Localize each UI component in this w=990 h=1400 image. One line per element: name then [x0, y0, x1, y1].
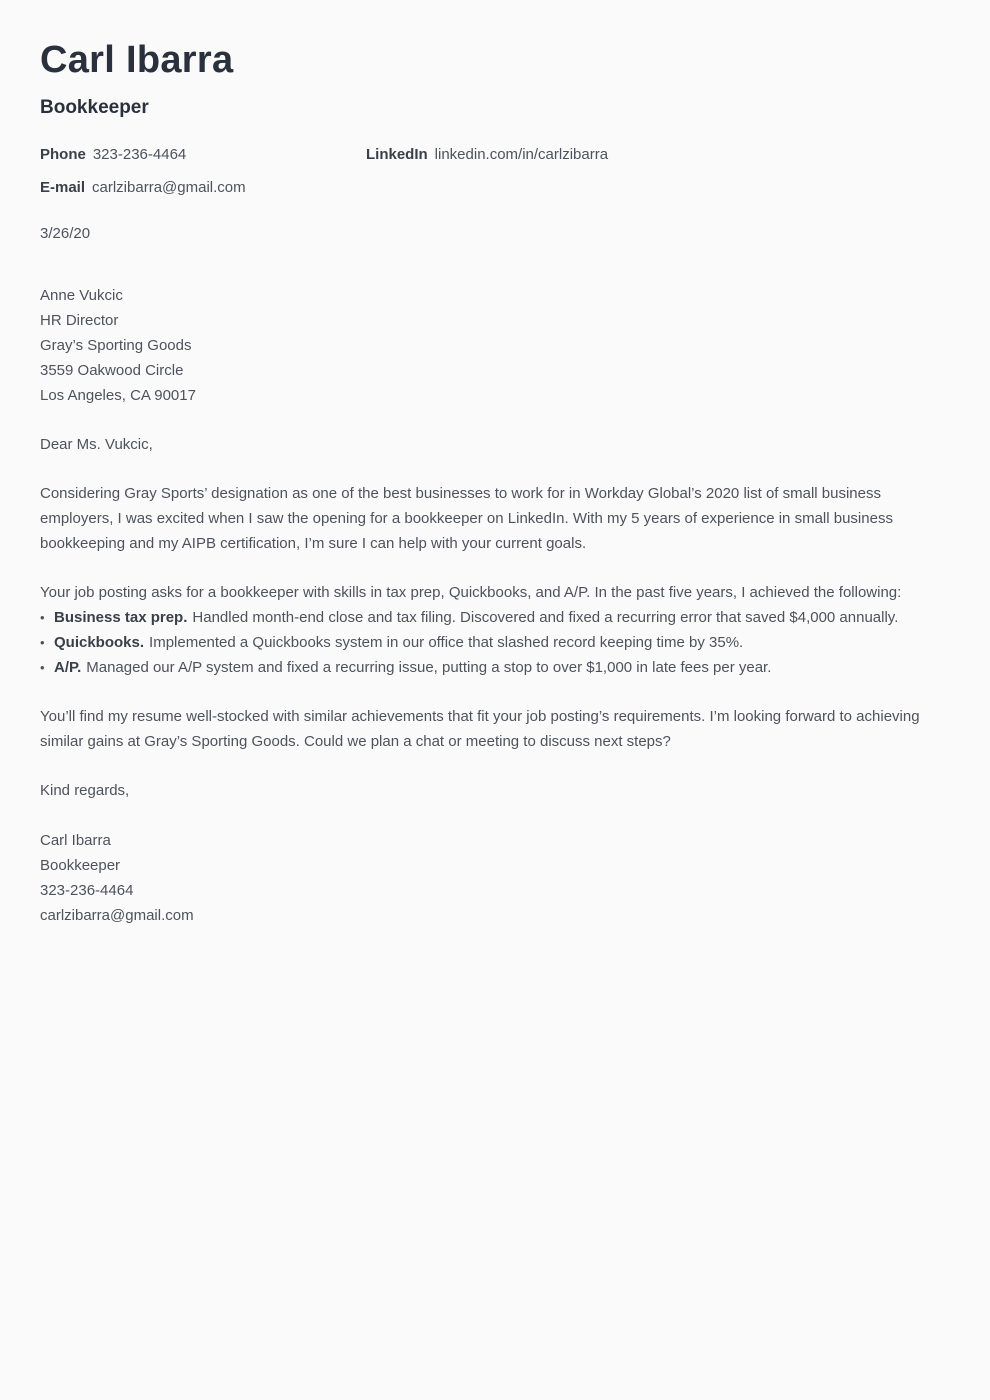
bullet-lead: Business tax prep. [54, 608, 188, 626]
paragraph-call-to-action: You’ll find my resume well-stocked with similar achievements that fit your job posting’s requirements. I’m looking forward to achieving similar gains at Gray’s Sporting Goods. Could we plan a chat or meeting to discuss next steps? [40, 707, 920, 750]
achievement-list [40, 605, 950, 680]
email-label: E-mail [40, 178, 86, 196]
letter-date: 3/26/20 [40, 224, 91, 242]
recipient-company: Gray’s Sporting Goods [40, 336, 192, 354]
recipient-name: Anne Vukcic [40, 286, 123, 304]
bullet-lead: A/P. [54, 658, 82, 676]
contact-info-section [40, 146, 950, 196]
recipient-address-block [40, 283, 950, 408]
bullet-text [54, 655, 771, 680]
contact-email [40, 179, 366, 196]
list-item [40, 630, 950, 655]
list-item [40, 655, 950, 680]
signature-title: Bookkeeper [40, 856, 121, 874]
signature-name: Carl Ibarra [40, 831, 111, 849]
recipient-city: Los Angeles, CA 90017 [40, 386, 196, 404]
salutation: Dear Ms. Vukcic, [40, 435, 153, 453]
recipient-street: 3559 Oakwood Circle [40, 361, 184, 379]
contact-linkedin [366, 146, 950, 163]
linkedin-value: linkedin.com/in/carlzibarra [434, 145, 609, 163]
bullet-icon: • [40, 659, 45, 675]
bullet-detail: Handled month-end close and tax filing. Discovered and fixed a recurring error that saved $4,000 annually. [192, 608, 899, 626]
letter-body [40, 432, 950, 803]
bullet-detail: Implemented a Quickbooks system in our office that slashed record keeping time by 35%. [149, 633, 744, 651]
phone-label: Phone [40, 145, 86, 163]
list-item [40, 605, 950, 630]
bullet-text [54, 605, 898, 630]
recipient-role: HR Director [40, 311, 119, 329]
signature-email: carlzibarra@gmail.com [40, 906, 194, 924]
contact-empty-cell [366, 179, 950, 196]
paragraph-intro: Considering Gray Sports’ designation as one of the best businesses to work for in Workday Global’s 2020 list of small business employers, I was excited when I saw the opening for a bookkeeper on LinkedIn. With my 5 years of experience in small business bookkeeping and my AIPB certification, I’m sure I can help with your current goals. [40, 484, 893, 552]
signature-phone: 323-236-4464 [40, 881, 134, 899]
bullet-detail: Managed our A/P system and fixed a recurring issue, putting a stop to over $1,000 in late fees per year. [86, 658, 772, 676]
linkedin-label: LinkedIn [366, 145, 428, 163]
bullet-icon: • [40, 609, 45, 625]
signature-block [40, 828, 950, 928]
phone-value: 323-236-4464 [92, 145, 187, 163]
applicant-job-title: Bookkeeper [40, 96, 149, 118]
closing: Kind regards, [40, 781, 130, 799]
paragraph-skills-intro: Your job posting asks for a bookkeeper with skills in tax prep, Quickbooks, and A/P. In the past five years, I achieved the following: [40, 583, 902, 601]
bullet-icon: • [40, 634, 45, 650]
bullet-text [54, 630, 743, 655]
applicant-name: Carl Ibarra [40, 39, 234, 81]
email-value: carlzibarra@gmail.com [92, 178, 246, 196]
contact-phone [40, 146, 366, 163]
bullet-lead: Quickbooks. [54, 633, 145, 651]
